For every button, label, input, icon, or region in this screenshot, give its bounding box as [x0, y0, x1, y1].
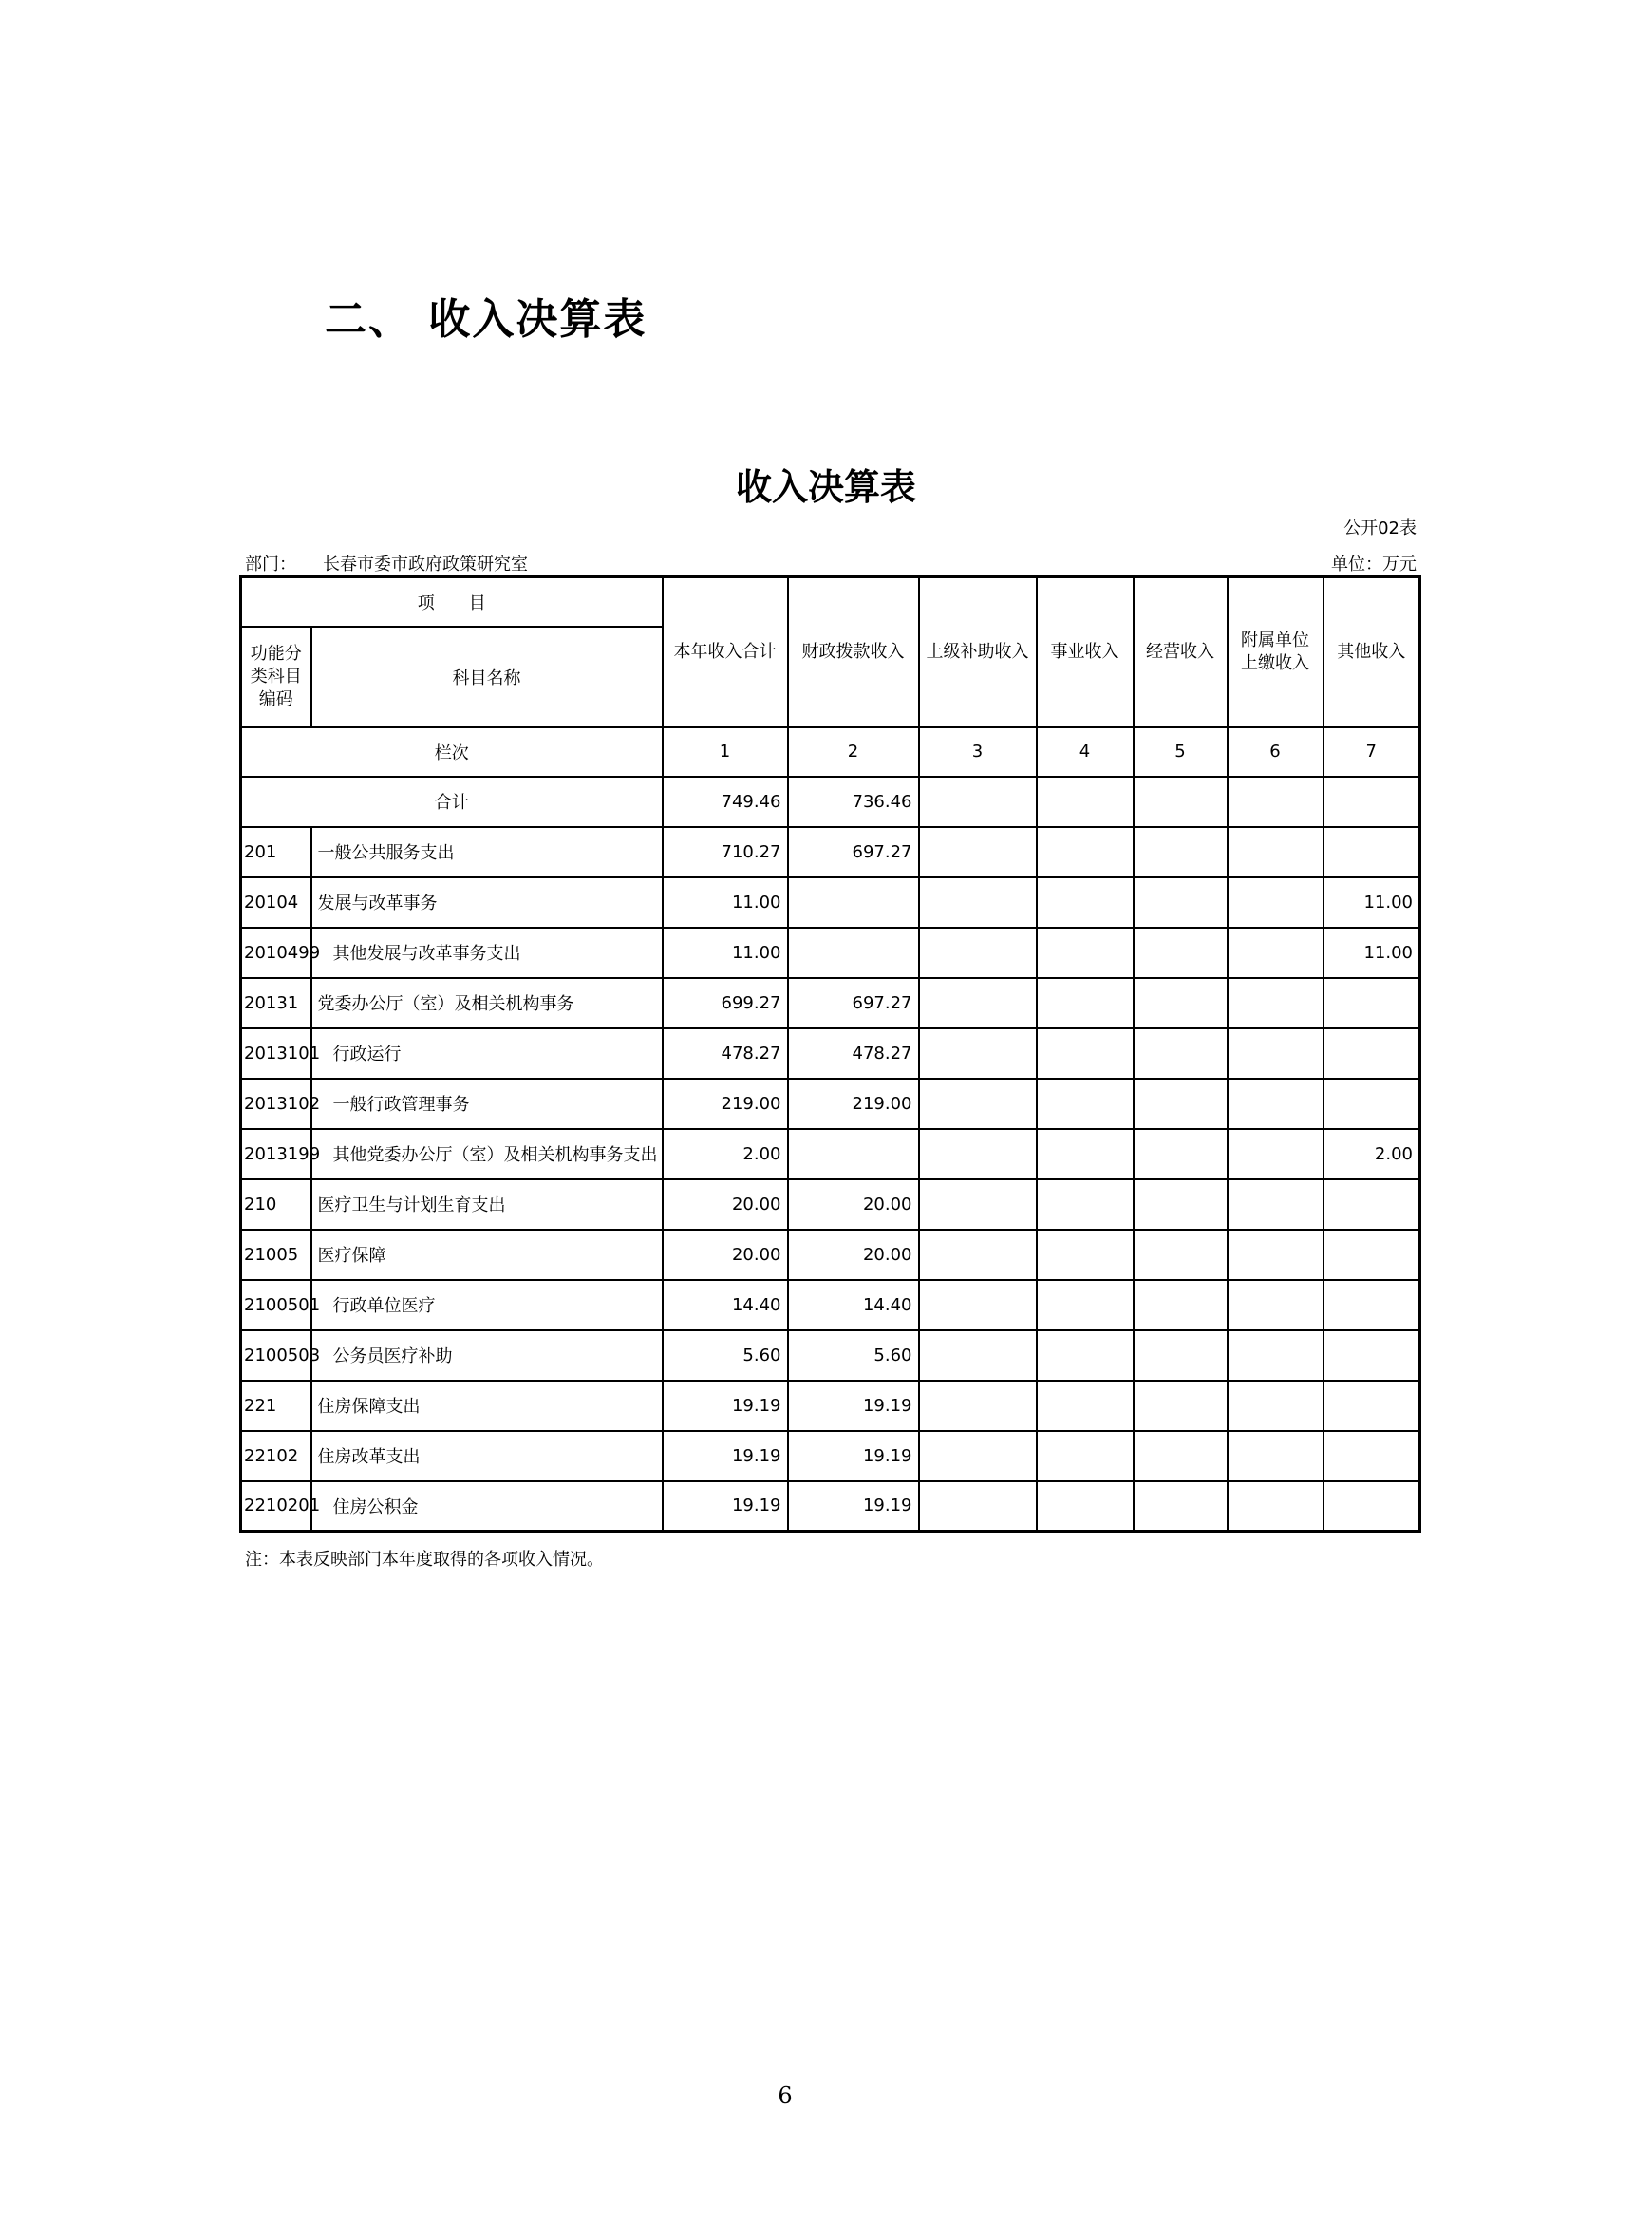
total-value — [919, 777, 1037, 827]
row-value: 19.19 — [788, 1381, 919, 1431]
subject-name: 住房公积金 — [311, 1481, 663, 1532]
row-value — [1037, 928, 1134, 978]
subject-name: 党委办公厅（室）及相关机构事务 — [311, 978, 663, 1028]
function-code: 21005 — [241, 1230, 311, 1280]
row-value — [1037, 1280, 1134, 1330]
row-value — [788, 877, 919, 928]
table-row — [241, 1431, 1420, 1481]
subject-name: 发展与改革事务 — [311, 877, 663, 928]
row-value — [1323, 827, 1420, 877]
row-value: 14.40 — [788, 1280, 919, 1330]
row-value — [1134, 1330, 1228, 1381]
total-label: 合计 — [241, 777, 663, 827]
total-value: 736.46 — [788, 777, 919, 827]
income-table — [239, 575, 1421, 1533]
table-code: 公开02表 — [1343, 518, 1417, 538]
page-number: 6 — [778, 2082, 793, 2109]
department-line — [245, 551, 528, 575]
row-value: 697.27 — [788, 978, 919, 1028]
row-value — [919, 1280, 1037, 1330]
subject-name: 医疗卫生与计划生育支出 — [311, 1179, 663, 1230]
table-row — [241, 1179, 1420, 1230]
row-value — [1323, 1381, 1420, 1431]
row-value: 5.60 — [663, 1330, 788, 1381]
function-code: 2013101 — [241, 1028, 311, 1079]
subject-name: 一般行政管理事务 — [311, 1079, 663, 1129]
function-code: 2013199 — [241, 1129, 311, 1179]
column-number: 7 — [1323, 727, 1420, 777]
row-value — [919, 1481, 1037, 1532]
row-value — [919, 1431, 1037, 1481]
unit-label: 单位：万元 — [1331, 555, 1417, 574]
table-row — [241, 1280, 1420, 1330]
table-row — [241, 1230, 1420, 1280]
function-code: 2010499 — [241, 928, 311, 978]
subject-name: 其他党委办公厅（室）及相关机构事务支出 — [311, 1129, 663, 1179]
row-value — [1323, 1481, 1420, 1532]
row-value — [1323, 978, 1420, 1028]
row-value: 19.19 — [788, 1431, 919, 1481]
subject-name: 行政单位医疗 — [311, 1280, 663, 1330]
function-code: 2013102 — [241, 1079, 311, 1129]
column-number: 1 — [663, 727, 788, 777]
row-value — [919, 978, 1037, 1028]
row-value — [1323, 1330, 1420, 1381]
row-value — [1323, 1230, 1420, 1280]
row-value — [919, 1230, 1037, 1280]
table-row — [241, 1381, 1420, 1431]
row-value: 19.19 — [663, 1381, 788, 1431]
function-code: 210 — [241, 1179, 311, 1230]
row-value: 2.00 — [663, 1129, 788, 1179]
function-code: 221 — [241, 1381, 311, 1431]
table-body — [241, 577, 1420, 1532]
row-value — [1037, 1431, 1134, 1481]
table-row — [241, 1079, 1420, 1129]
row-value — [1134, 1481, 1228, 1532]
row-value — [919, 1179, 1037, 1230]
row-value — [1134, 1431, 1228, 1481]
row-value — [1228, 928, 1323, 978]
row-value — [1037, 1381, 1134, 1431]
table-row — [241, 1481, 1420, 1532]
row-value — [919, 928, 1037, 978]
total-value — [1037, 777, 1134, 827]
row-value: 219.00 — [788, 1079, 919, 1129]
row-value: 5.60 — [788, 1330, 919, 1381]
row-value: 219.00 — [663, 1079, 788, 1129]
row-value: 14.40 — [663, 1280, 788, 1330]
row-value — [1323, 1431, 1420, 1481]
row-value — [1134, 877, 1228, 928]
table-row — [241, 827, 1420, 877]
row-value — [1134, 1280, 1228, 1330]
row-value — [1037, 978, 1134, 1028]
subject-name: 住房保障支出 — [311, 1381, 663, 1431]
row-value: 478.27 — [788, 1028, 919, 1079]
row-value — [1228, 1079, 1323, 1129]
row-value — [788, 1129, 919, 1179]
row-value: 2.00 — [1323, 1129, 1420, 1179]
row-value — [1037, 877, 1134, 928]
row-value: 697.27 — [788, 827, 919, 877]
row-value — [1037, 1079, 1134, 1129]
row-value — [1134, 928, 1228, 978]
row-value: 11.00 — [1323, 877, 1420, 928]
row-value — [1037, 1129, 1134, 1179]
header-project: 项 目 — [241, 577, 663, 627]
subject-name: 医疗保障 — [311, 1230, 663, 1280]
row-value — [1037, 1481, 1134, 1532]
row-value — [1228, 978, 1323, 1028]
section-title: 二、 收入决算表 — [325, 295, 648, 344]
row-value — [788, 928, 919, 978]
row-value — [919, 1381, 1037, 1431]
total-value — [1134, 777, 1228, 827]
header-col-2: 财政拨款收入 — [788, 577, 919, 727]
row-value: 20.00 — [663, 1179, 788, 1230]
subject-name: 其他发展与改革事务支出 — [311, 928, 663, 978]
total-row — [241, 777, 1420, 827]
row-value — [1134, 1079, 1228, 1129]
table-note: 注：本表反映部门本年度取得的各项收入情况。 — [245, 1550, 604, 1570]
subject-name: 一般公共服务支出 — [311, 827, 663, 877]
header-col-6: 附属单位上缴收入 — [1228, 577, 1323, 727]
department-name: 长春市委市政府政策研究室 — [323, 555, 528, 574]
function-code: 20131 — [241, 978, 311, 1028]
row-value: 699.27 — [663, 978, 788, 1028]
row-value — [1134, 1179, 1228, 1230]
row-value — [1228, 1431, 1323, 1481]
row-value — [1037, 1230, 1134, 1280]
row-value — [1134, 1129, 1228, 1179]
row-value — [1228, 827, 1323, 877]
header-col-7: 其他收入 — [1323, 577, 1420, 727]
header-col-4: 事业收入 — [1037, 577, 1134, 727]
row-value — [1228, 877, 1323, 928]
row-value — [1228, 1129, 1323, 1179]
total-value: 749.46 — [663, 777, 788, 827]
row-value — [1037, 1330, 1134, 1381]
row-value — [1228, 1481, 1323, 1532]
function-code: 20104 — [241, 877, 311, 928]
column-index-row — [241, 727, 1420, 777]
row-value: 11.00 — [663, 877, 788, 928]
row-value — [919, 1079, 1037, 1129]
column-number: 2 — [788, 727, 919, 777]
function-code: 2100503 — [241, 1330, 311, 1381]
row-value — [1134, 827, 1228, 877]
header-row-1 — [241, 577, 1420, 627]
row-value — [919, 877, 1037, 928]
function-code: 2100501 — [241, 1280, 311, 1330]
subject-name: 公务员医疗补助 — [311, 1330, 663, 1381]
row-value — [1228, 1381, 1323, 1431]
table-title: 收入决算表 — [735, 466, 916, 508]
table-row — [241, 1028, 1420, 1079]
row-value: 19.19 — [663, 1431, 788, 1481]
header-col-1: 本年收入合计 — [663, 577, 788, 727]
subject-name: 住房改革支出 — [311, 1431, 663, 1481]
row-value — [919, 827, 1037, 877]
table-row — [241, 928, 1420, 978]
column-index-label: 栏次 — [241, 727, 663, 777]
total-value — [1323, 777, 1420, 827]
row-value — [1323, 1028, 1420, 1079]
row-value: 19.19 — [788, 1481, 919, 1532]
row-value — [1228, 1280, 1323, 1330]
function-code: 22102 — [241, 1431, 311, 1481]
header-func-code: 功能分类科目编码 — [241, 627, 311, 727]
row-value — [1134, 1028, 1228, 1079]
column-number: 6 — [1228, 727, 1323, 777]
table-row — [241, 877, 1420, 928]
row-value — [1134, 1381, 1228, 1431]
column-number: 5 — [1134, 727, 1228, 777]
row-value — [919, 1330, 1037, 1381]
header-col-5: 经营收入 — [1134, 577, 1228, 727]
row-value — [1323, 1079, 1420, 1129]
subject-name: 行政运行 — [311, 1028, 663, 1079]
row-value — [1037, 1179, 1134, 1230]
column-number: 4 — [1037, 727, 1134, 777]
row-value — [1037, 827, 1134, 877]
header-subject-name: 科目名称 — [311, 627, 663, 727]
row-value — [1134, 1230, 1228, 1280]
row-value: 11.00 — [663, 928, 788, 978]
column-number: 3 — [919, 727, 1037, 777]
row-value — [1228, 1028, 1323, 1079]
row-value: 710.27 — [663, 827, 788, 877]
row-value — [1228, 1179, 1323, 1230]
header-col-3: 上级补助收入 — [919, 577, 1037, 727]
row-value — [1323, 1179, 1420, 1230]
table-row — [241, 1330, 1420, 1381]
row-value — [919, 1129, 1037, 1179]
row-value: 478.27 — [663, 1028, 788, 1079]
row-value: 19.19 — [663, 1481, 788, 1532]
function-code: 2210201 — [241, 1481, 311, 1532]
row-value: 11.00 — [1323, 928, 1420, 978]
row-value — [1037, 1028, 1134, 1079]
row-value — [1323, 1280, 1420, 1330]
table-row — [241, 978, 1420, 1028]
row-value — [1228, 1230, 1323, 1280]
department-label: 部门： — [245, 555, 296, 574]
row-value — [1228, 1330, 1323, 1381]
total-value — [1228, 777, 1323, 827]
function-code: 201 — [241, 827, 311, 877]
table-row — [241, 1129, 1420, 1179]
row-value: 20.00 — [788, 1230, 919, 1280]
row-value — [919, 1028, 1037, 1079]
row-value — [1134, 978, 1228, 1028]
row-value: 20.00 — [788, 1179, 919, 1230]
row-value: 20.00 — [663, 1230, 788, 1280]
